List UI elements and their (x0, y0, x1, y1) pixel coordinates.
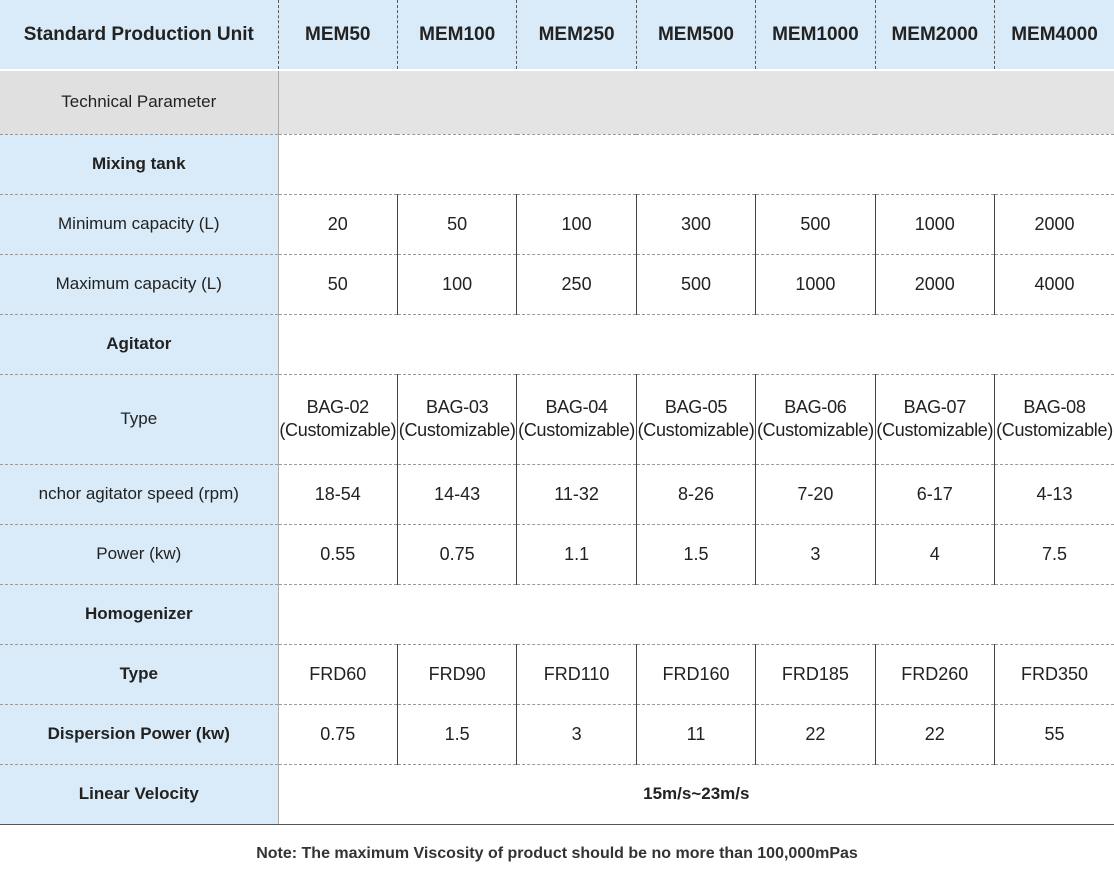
table-cell: 1000 (875, 194, 994, 254)
table-cell: FRD260 (875, 644, 994, 704)
agitator-speed-label: nchor agitator speed (rpm) (0, 464, 278, 524)
agitator-speed-row (0, 464, 1114, 524)
table-cell: 300 (636, 194, 755, 254)
model-header: MEM4000 (995, 0, 1114, 70)
table-cell: 4 (875, 524, 994, 584)
table-cell: 11 (636, 704, 755, 764)
table-cell: 0.75 (278, 704, 397, 764)
table-cell: 0.75 (397, 524, 516, 584)
header-row (0, 0, 1114, 70)
table-cell: 4000 (995, 254, 1114, 314)
table-cell: 8-26 (636, 464, 755, 524)
section-span (278, 134, 1114, 194)
table-cell (636, 374, 755, 464)
table-cell: 4-13 (995, 464, 1114, 524)
table-cell (278, 374, 397, 464)
table-cell: 2000 (995, 194, 1114, 254)
table-cell: 1.1 (517, 524, 636, 584)
table-cell: 6-17 (875, 464, 994, 524)
table-cell: FRD350 (995, 644, 1114, 704)
customizable-note: (Customizable) (398, 420, 516, 440)
max-capacity-label: Maximum capacity (L) (0, 254, 278, 314)
table-cell: FRD160 (636, 644, 755, 704)
agitator-model: BAG-06 (784, 397, 847, 417)
agitator-model: BAG-03 (426, 397, 489, 417)
agitator-power-label: Power (kw) (0, 524, 278, 584)
customizable-note: (Customizable) (756, 420, 874, 440)
homogenizer-type-label: Type (0, 644, 278, 704)
dispersion-power-label: Dispersion Power (kw) (0, 704, 278, 764)
table-cell: 1.5 (636, 524, 755, 584)
min-capacity-row (0, 194, 1114, 254)
table-cell: 50 (397, 194, 516, 254)
table-cell: 100 (397, 254, 516, 314)
homogenizer-section-row (0, 584, 1114, 644)
linear-velocity-label: Linear Velocity (0, 764, 278, 824)
table-cell: 500 (756, 194, 875, 254)
table-cell: 14-43 (397, 464, 516, 524)
table-cell: FRD185 (756, 644, 875, 704)
model-header: MEM2000 (875, 0, 994, 70)
technical-parameter-span (278, 70, 1114, 134)
model-header: MEM1000 (756, 0, 875, 70)
table-cell: 7-20 (756, 464, 875, 524)
agitator-model: BAG-02 (306, 397, 369, 417)
customizable-note: (Customizable) (876, 420, 994, 440)
agitator-type-row (0, 374, 1114, 464)
model-header: MEM50 (278, 0, 397, 70)
table-cell (995, 374, 1114, 464)
table-cell: FRD110 (517, 644, 636, 704)
table-cell: 22 (875, 704, 994, 764)
table-cell: 100 (517, 194, 636, 254)
technical-parameter-label: Technical Parameter (0, 70, 278, 134)
model-header: MEM100 (397, 0, 516, 70)
table-cell: 1.5 (397, 704, 516, 764)
table-cell (875, 374, 994, 464)
agitator-power-row (0, 524, 1114, 584)
table-cell: 7.5 (995, 524, 1114, 584)
mixing-tank-section-row (0, 134, 1114, 194)
table-cell: 3 (756, 524, 875, 584)
agitator-section-row (0, 314, 1114, 374)
agitator-type-label: Type (0, 374, 278, 464)
customizable-note: (Customizable) (518, 420, 635, 440)
agitator-model: BAG-05 (664, 397, 728, 417)
table-cell: 2000 (875, 254, 994, 314)
dispersion-power-row (0, 704, 1114, 764)
table-cell: 500 (636, 254, 755, 314)
technical-parameter-row (0, 70, 1114, 134)
table-cell (756, 374, 875, 464)
homogenizer-title: Homogenizer (0, 584, 278, 644)
mixing-tank-title: Mixing tank (0, 134, 278, 194)
table-cell: 20 (278, 194, 397, 254)
table-cell (517, 374, 636, 464)
model-header: MEM250 (517, 0, 636, 70)
min-capacity-label: Minimum capacity (L) (0, 194, 278, 254)
homogenizer-type-row (0, 644, 1114, 704)
agitator-model: BAG-08 (1023, 397, 1086, 417)
table-cell: 1000 (756, 254, 875, 314)
table-cell: 0.55 (278, 524, 397, 584)
linear-velocity-row (0, 764, 1114, 824)
table-cell: 18-54 (278, 464, 397, 524)
model-header: MEM500 (636, 0, 755, 70)
section-span (278, 584, 1114, 644)
linear-velocity-value: 15m/s~23m/s (278, 764, 1114, 824)
table-cell: 50 (278, 254, 397, 314)
customizable-note: (Customizable) (996, 420, 1113, 440)
table-cell: FRD90 (397, 644, 516, 704)
table-cell: 55 (995, 704, 1114, 764)
viscosity-note: Note: The maximum Viscosity of product should be no more than 100,000mPas (256, 845, 858, 862)
section-span (278, 314, 1114, 374)
table-cell: 22 (756, 704, 875, 764)
agitator-title: Agitator (0, 314, 278, 374)
header-first-cell: Standard Production Unit (0, 0, 278, 70)
table-cell: 250 (517, 254, 636, 314)
table-cell (397, 374, 516, 464)
agitator-model: BAG-07 (903, 397, 966, 417)
agitator-model: BAG-04 (545, 397, 608, 417)
table-cell: FRD60 (278, 644, 397, 704)
table-cell: 3 (517, 704, 636, 764)
table-cell: 11-32 (517, 464, 636, 524)
max-capacity-row (0, 254, 1114, 314)
customizable-note: (Customizable) (637, 420, 755, 440)
customizable-note: (Customizable) (279, 420, 397, 440)
